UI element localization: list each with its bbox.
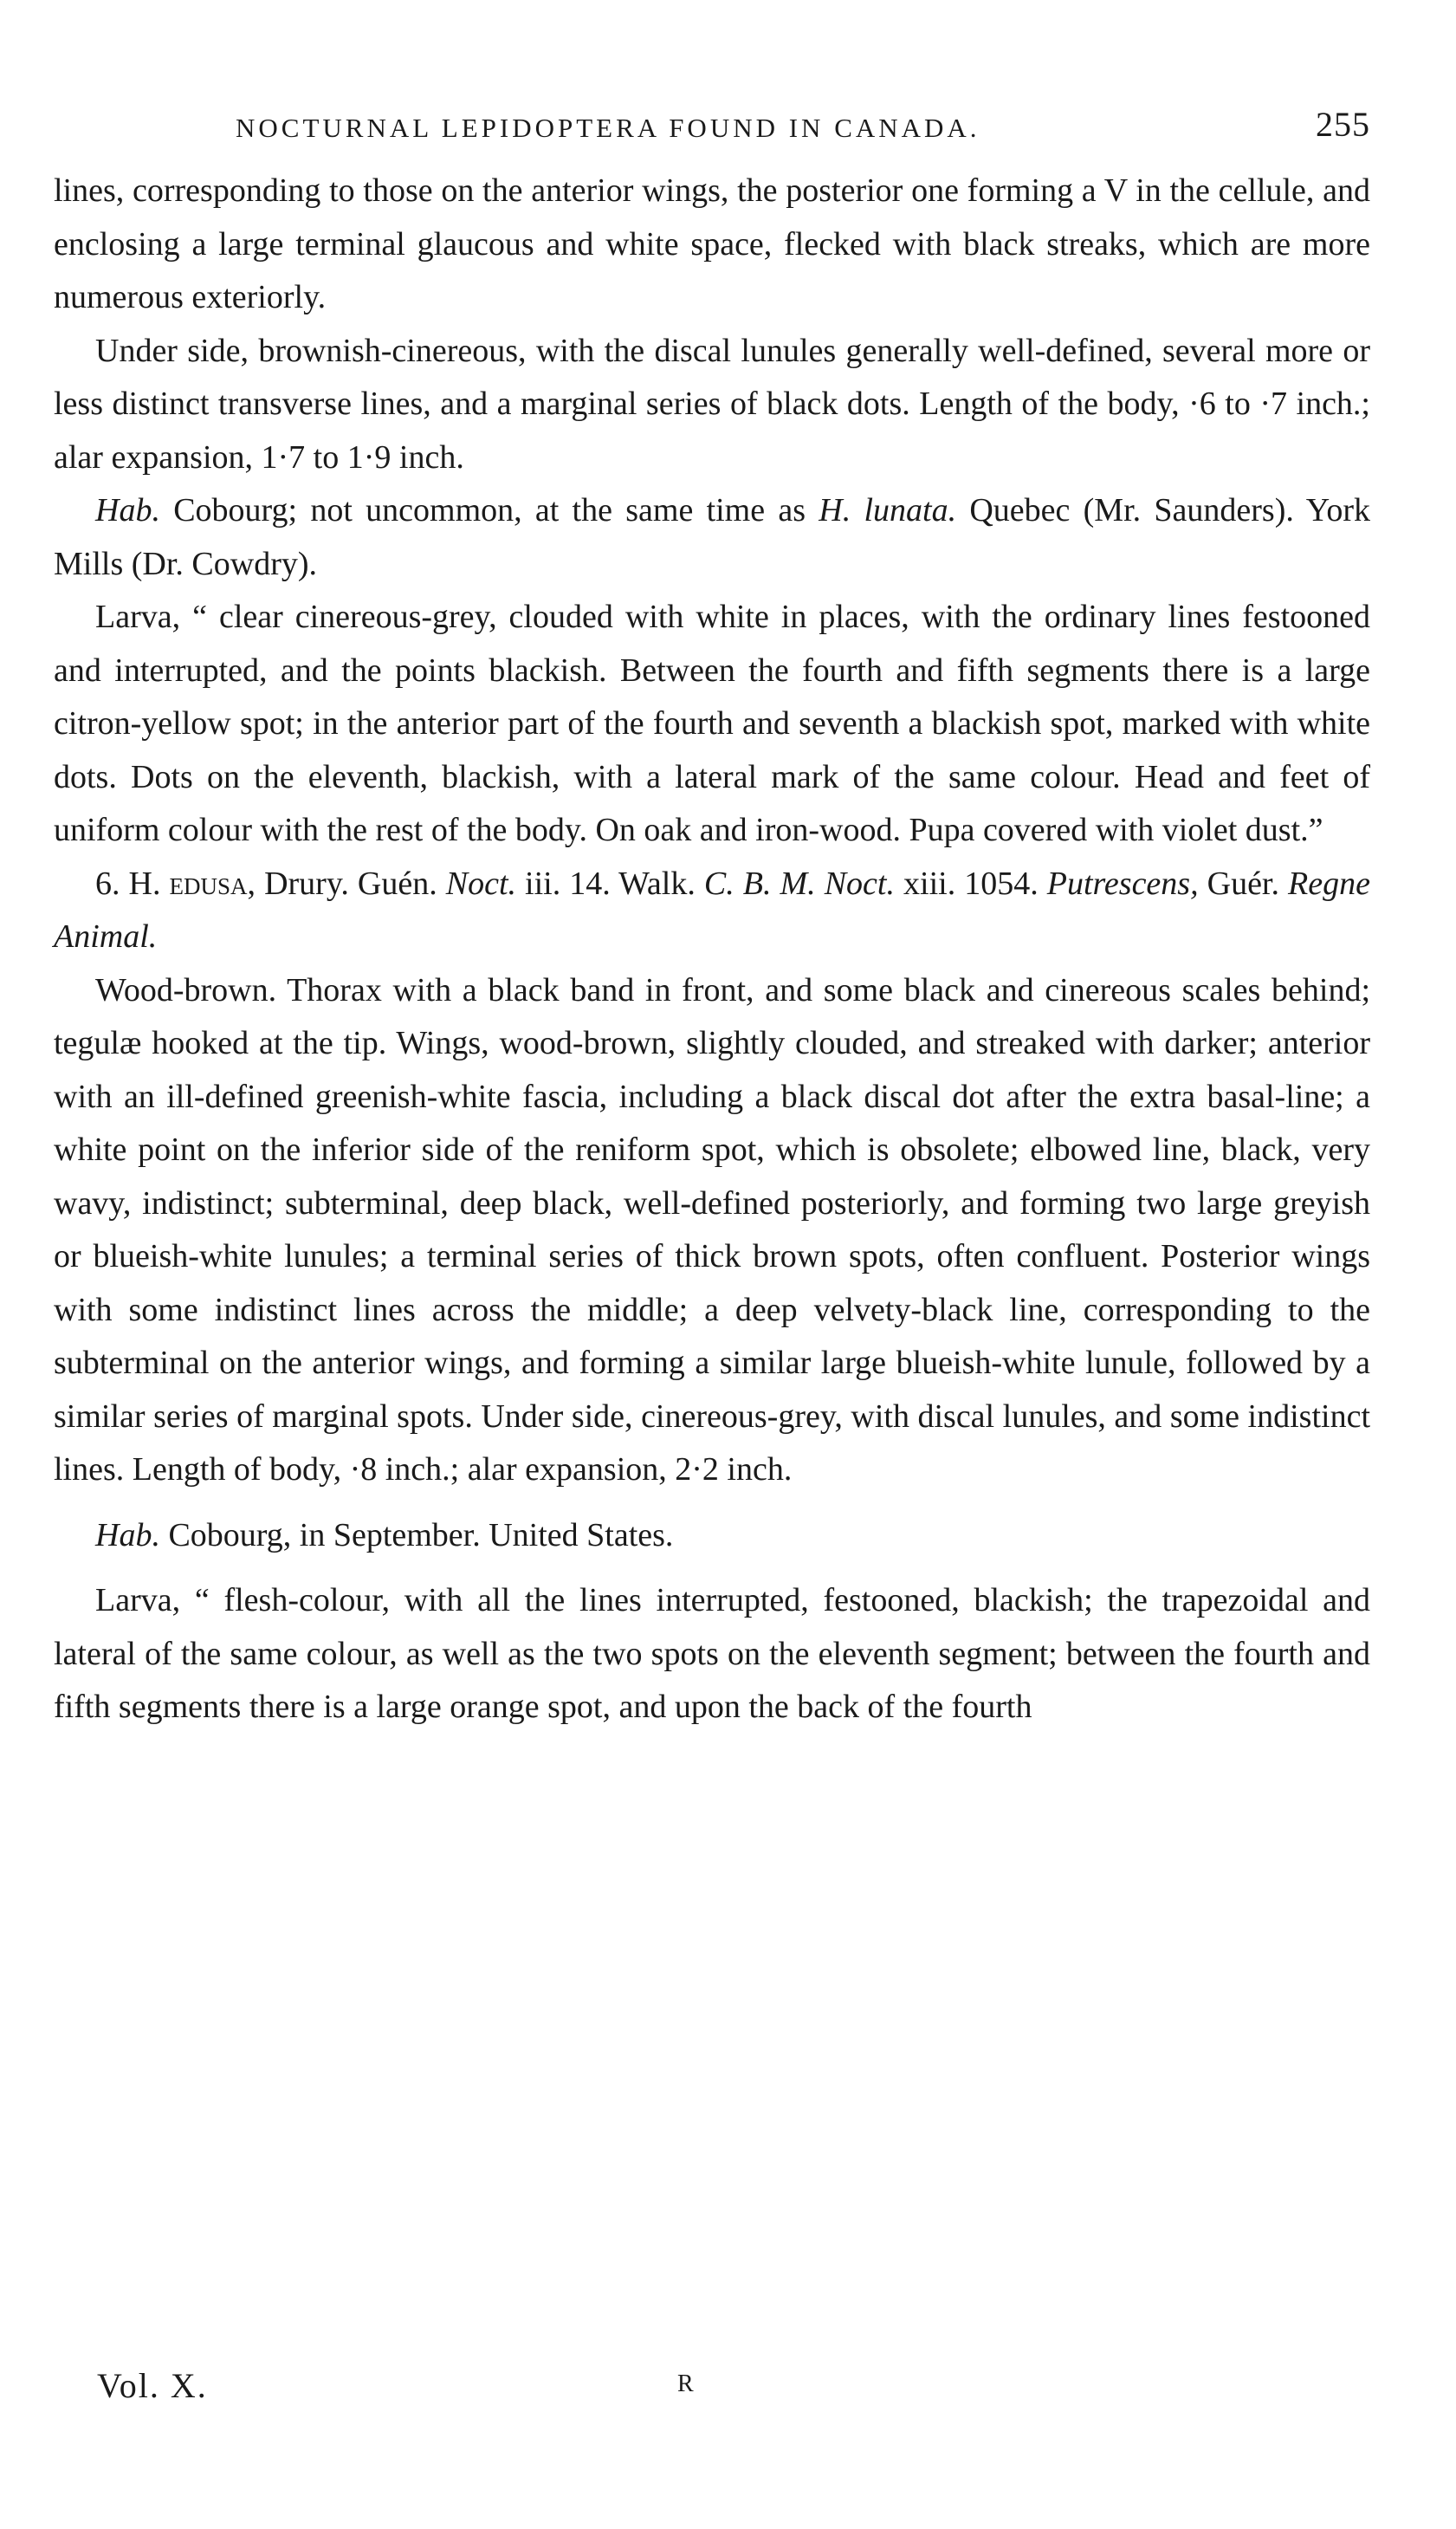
paragraph <box>54 484 1370 591</box>
paragraph <box>54 325 1370 485</box>
text-run: Cobourg; not uncommon, at the same time as <box>159 492 819 528</box>
italic-text: Hab. <box>95 1516 160 1553</box>
text-run: Wood-brown. Thorax with a black band in front, and some black and cinereous scales behind; tegulæ hooked at the tip. Wings, wood-brown, slightly clouded, and streaked with darker; anterior with an ill-defined greenish-white fascia, including a black discal dot after the extra basal-line; a white point on the inferior side of the reniform spot, which is obsolete; elbowed line, black, very wavy, indistinct; subterminal, deep black, well-defined posteriorly, and forming two large greyish or blueish-white lunules; a terminal series of thick brown spots, often confluent. Posterior wings with some indistinct lines across the middle; a deep velvety-black line, corresponding to the subterminal on the anterior wings, and forming a similar large blueish-white lunule, followed by a similar series of marginal spots. Under side, cinereous-grey, with discal lunules, and some indistinct lines. Length of body, ·8 inch.; alar expansion, 2·2 inch. <box>54 971 1370 1488</box>
volume-label: Vol. X. <box>97 2366 208 2405</box>
italic-text: C. B. M. Noct. <box>703 865 895 902</box>
text-run: , Drury. Guén. <box>247 865 446 902</box>
italic-text: Hab. <box>95 492 160 528</box>
paragraph <box>54 591 1370 858</box>
italic-text: Putrescens, <box>1046 865 1199 902</box>
paragraph <box>54 165 1370 325</box>
running-head <box>54 104 1370 165</box>
page <box>54 104 1370 1735</box>
text-run: iii. 14. Walk. <box>516 865 704 902</box>
text-run: Under side, brownish-cinereous, with the discal lunules generally well-defined, several more or less distinct transverse lines, and a marginal series of black dots. Length of the body, ·6 to ·7 inch.; alar expansion, 1·7 to 1·9 inch. <box>54 332 1370 476</box>
page-number: 255 <box>1316 105 1370 144</box>
text-run: Guér. <box>1198 865 1289 902</box>
italic-text: Noct. <box>445 865 517 902</box>
text-run: xiii. 1054. <box>894 865 1047 902</box>
text-run: Cobourg, in September. United States. <box>159 1516 674 1553</box>
text-run: Quebec (Mr. Saunders). York Mills (Dr. Cowdry). <box>54 492 1370 582</box>
text-run: 6. H. <box>95 865 170 902</box>
page-footer <box>54 2365 1370 2417</box>
paragraph <box>54 964 1370 1497</box>
paragraph <box>54 1509 1370 1563</box>
small-caps-text: edusa <box>169 865 248 902</box>
italic-text: Regne Animal. <box>54 865 1370 955</box>
body-text <box>54 165 1370 1735</box>
paragraph <box>54 858 1370 964</box>
text-run: lines, corresponding to those on the anterior wings, the posterior one forming a V in the cellule, and enclosing a large terminal glaucous and white space, flecked with black streaks, which are more numerous exteriorly. <box>54 172 1370 315</box>
signature-mark: R <box>677 2370 694 2397</box>
running-title: NOCTURNAL LEPIDOPTERA FOUND IN CANADA. <box>236 113 980 143</box>
text-run: Larva, “ clear cinereous-grey, clouded with white in places, with the ordinary lines festooned and interrupted, and the points blackish. Between the fourth and fifth segments there is a large citron-yellow spot; in the anterior part of the fourth and seventh a blackish spot, marked with white dots. Dots on the eleventh, blackish, with a lateral mark of the same colour. Head and feet of uniform colour with the rest of the body. On oak and iron-wood. Pupa covered with violet dust.” <box>54 599 1370 848</box>
text-run: Larva, “ flesh-colour, with all the lines interrupted, festooned, blackish; the trapezoidal and lateral of the same colour, as well as the two spots on the eleventh segment; between the fourth and fifth segments there is a large orange spot, and upon the back of the fourth <box>54 1582 1370 1725</box>
italic-text: H. lunata. <box>819 492 957 528</box>
paragraph <box>54 1574 1370 1735</box>
